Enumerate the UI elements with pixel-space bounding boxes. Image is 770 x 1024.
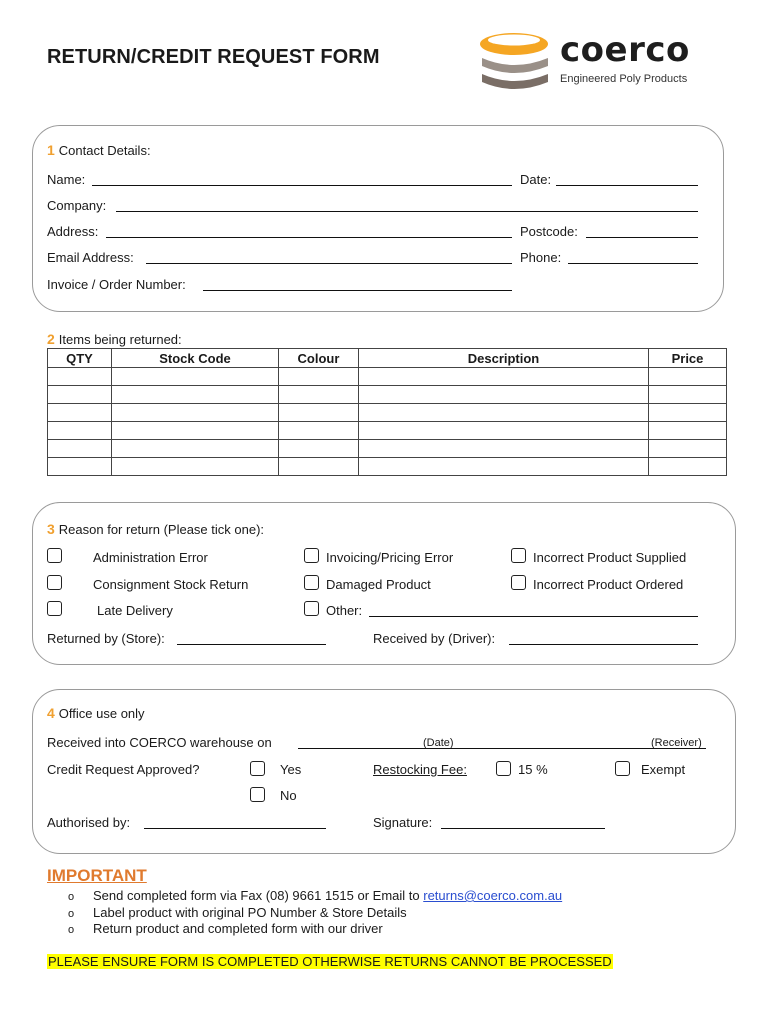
table-cell[interactable] — [112, 458, 279, 476]
office-use-heading — [47, 705, 145, 721]
form-title: RETURN/CREDIT REQUEST FORM — [47, 46, 380, 68]
damaged-product-checkbox[interactable] — [304, 575, 319, 590]
table-cell[interactable] — [649, 386, 727, 404]
table-header-row — [48, 349, 727, 368]
reason-heading — [47, 521, 264, 537]
section-heading-text: Office use only — [58, 706, 145, 721]
returned-by-label: Returned by (Store): — [47, 631, 165, 646]
section-number: 1 — [47, 142, 55, 158]
table-cell[interactable] — [279, 404, 359, 422]
section-heading-text: Reason for return (Please tick one): — [58, 522, 265, 537]
restocking-fee-label: Restocking Fee: — [373, 762, 467, 777]
instructions-list — [68, 888, 562, 938]
phone-field[interactable] — [568, 263, 698, 264]
table-row — [48, 458, 727, 476]
logo-wordmark: coerco — [560, 30, 690, 70]
approved-yes-checkbox[interactable] — [250, 761, 265, 776]
admin-error-checkbox[interactable] — [47, 548, 62, 563]
approved-no-checkbox[interactable] — [250, 787, 265, 802]
completion-warning: PLEASE ENSURE FORM IS COMPLETED OTHERWISE RETURNS CANNOT BE PROCESSED — [48, 954, 612, 969]
other-field[interactable] — [369, 616, 698, 617]
table-cell[interactable] — [359, 386, 649, 404]
coerco-logo-mark — [476, 28, 556, 100]
column-header-qty: QTY — [48, 349, 112, 368]
table-cell[interactable] — [48, 386, 112, 404]
table-cell[interactable] — [649, 458, 727, 476]
company-field[interactable] — [116, 211, 698, 212]
late-delivery-checkbox[interactable] — [47, 601, 62, 616]
table-cell[interactable] — [279, 368, 359, 386]
consignment-return-checkbox[interactable] — [47, 575, 62, 590]
table-cell[interactable] — [112, 422, 279, 440]
table-cell[interactable] — [112, 440, 279, 458]
received-warehouse-field[interactable] — [298, 748, 706, 749]
table-cell[interactable] — [48, 404, 112, 422]
section-number: 2 — [47, 331, 55, 347]
logo-tagline: Engineered Poly Products — [560, 73, 688, 85]
section-number: 3 — [47, 521, 55, 537]
table-cell[interactable] — [48, 422, 112, 440]
table-cell[interactable] — [112, 386, 279, 404]
phone-label: Phone: — [520, 250, 562, 265]
invoice-label: Invoice / Order Number: — [47, 277, 186, 292]
table-row — [48, 440, 727, 458]
table-cell[interactable] — [359, 422, 649, 440]
incorrect-ordered-checkbox[interactable] — [511, 575, 526, 590]
table-cell[interactable] — [359, 458, 649, 476]
table-cell[interactable] — [649, 368, 727, 386]
list-item — [68, 905, 562, 922]
date-field[interactable] — [556, 185, 698, 186]
other-checkbox[interactable] — [304, 601, 319, 616]
fee-exempt-checkbox[interactable] — [615, 761, 630, 776]
receiver-hint: (Receiver) — [651, 737, 702, 749]
signature-label: Signature: — [373, 815, 433, 830]
table-row — [48, 386, 727, 404]
address-label: Address: — [47, 224, 99, 239]
instruction-fax-email: Send completed form via Fax (08) 9661 1515 or Email to — [93, 888, 424, 903]
incorrect-supplied-checkbox[interactable] — [511, 548, 526, 563]
table-cell[interactable] — [112, 404, 279, 422]
bullet-marker: o — [68, 891, 75, 903]
authorised-by-field[interactable] — [144, 828, 326, 829]
table-cell[interactable] — [649, 404, 727, 422]
column-header-colour: Colour — [279, 349, 359, 368]
column-header-description: Description — [359, 349, 649, 368]
table-cell[interactable] — [279, 422, 359, 440]
section-heading-text: Contact Details: — [58, 143, 151, 158]
coerco-logo — [476, 28, 726, 100]
table-cell[interactable] — [649, 422, 727, 440]
section-number: 4 — [47, 705, 55, 721]
items-heading — [47, 331, 182, 347]
credit-approved-label: Credit Request Approved? — [47, 762, 200, 777]
section-heading-text: Items being returned: — [58, 332, 182, 347]
postcode-field[interactable] — [586, 237, 698, 238]
important-heading: IMPORTANT — [47, 866, 147, 885]
authorised-by-label: Authorised by: — [47, 815, 131, 830]
fee-15-checkbox[interactable] — [496, 761, 511, 776]
damaged-product-label: Damaged Product — [326, 577, 431, 592]
name-field[interactable] — [92, 185, 512, 186]
table-cell[interactable] — [279, 458, 359, 476]
approved-yes-label: Yes — [280, 762, 302, 777]
table-row — [48, 368, 727, 386]
received-by-field[interactable] — [509, 644, 698, 645]
table-cell[interactable] — [359, 368, 649, 386]
email-field[interactable] — [146, 263, 512, 264]
instruction-label-product: Label product with original PO Number & Store Details — [93, 904, 407, 920]
date-hint: (Date) — [423, 737, 454, 749]
list-item — [68, 888, 562, 905]
fee-exempt-label: Exempt — [641, 762, 686, 777]
incorrect-supplied-label: Incorrect Product Supplied — [533, 550, 687, 565]
signature-field[interactable] — [441, 828, 605, 829]
approved-no-label: No — [280, 788, 297, 803]
invoicing-error-checkbox[interactable] — [304, 548, 319, 563]
table-cell[interactable] — [279, 386, 359, 404]
other-label: Other: — [326, 603, 363, 618]
address-field[interactable] — [106, 237, 512, 238]
table-cell[interactable] — [48, 458, 112, 476]
column-header-stock-code: Stock Code — [112, 349, 279, 368]
fee-15-label: 15 % — [518, 762, 548, 777]
table-cell[interactable] — [649, 440, 727, 458]
items-table — [47, 348, 727, 476]
contact-details-heading — [47, 142, 151, 158]
received-warehouse-label: Received into COERCO warehouse on — [47, 735, 272, 750]
company-label: Company: — [47, 198, 107, 213]
table-cell[interactable] — [48, 440, 112, 458]
incorrect-ordered-label: Incorrect Product Ordered — [533, 577, 684, 592]
admin-error-label: Administration Error — [93, 550, 208, 565]
postcode-label: Postcode: — [520, 224, 578, 239]
bullet-marker: o — [68, 924, 75, 936]
late-delivery-label: Late Delivery — [97, 603, 173, 618]
table-cell[interactable] — [112, 368, 279, 386]
table-cell[interactable] — [359, 440, 649, 458]
column-header-price: Price — [649, 349, 727, 368]
table-row — [48, 422, 727, 440]
table-cell[interactable] — [359, 404, 649, 422]
email-label: Email Address: — [47, 250, 134, 265]
email-link[interactable]: returns@coerco.com.au — [423, 888, 563, 903]
consignment-return-label: Consignment Stock Return — [93, 577, 249, 592]
invoice-field[interactable] — [203, 290, 512, 291]
instruction-return-product: Return product and completed form with our driver — [93, 921, 383, 936]
table-cell[interactable] — [48, 368, 112, 386]
table-cell[interactable] — [279, 440, 359, 458]
table-row — [48, 404, 727, 422]
name-label: Name: — [47, 172, 86, 187]
received-by-label: Received by (Driver): — [373, 631, 496, 646]
list-item — [68, 921, 562, 938]
date-label: Date: — [520, 172, 552, 187]
invoicing-error-label: Invoicing/Pricing Error — [326, 550, 454, 565]
bullet-marker: o — [68, 907, 75, 920]
returned-by-field[interactable] — [177, 644, 326, 645]
